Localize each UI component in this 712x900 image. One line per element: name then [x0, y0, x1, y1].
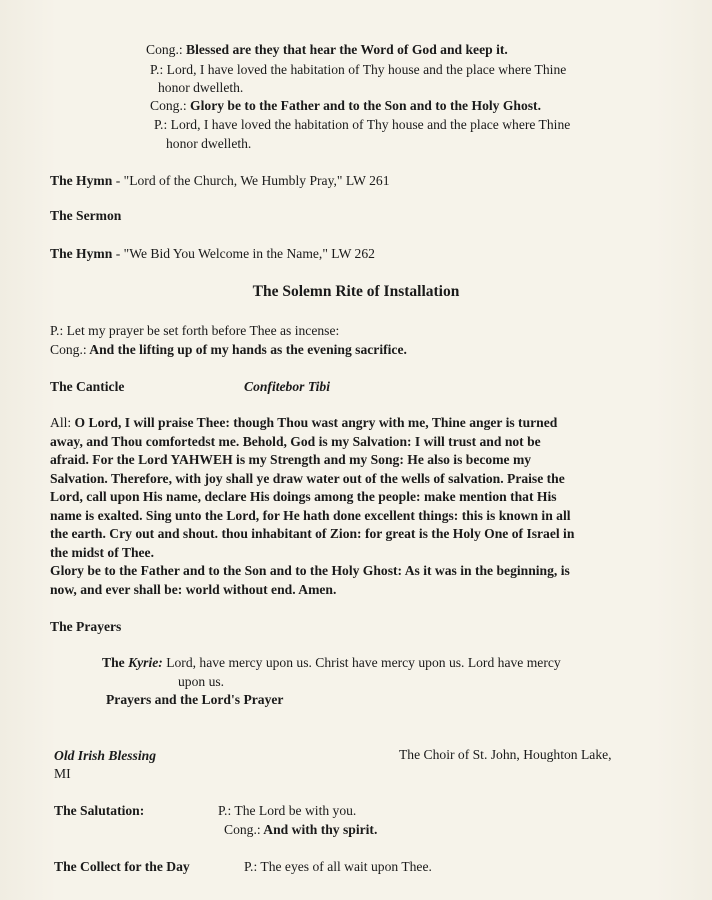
canticle-line-1: All: O Lord, I will praise Thee: though Thou wast angry with me, Thine anger is turned: [50, 415, 558, 430]
canticle-line-2: away, and Thou comfortedst me. Behold, God is my Salvation: I will trust and not be: [50, 434, 541, 449]
speaker-label: P.:: [150, 62, 164, 77]
rite-title: The Solemn Rite of Installation: [252, 283, 460, 300]
canticle-line-7: the earth. Cry out and shout. thou inhabitant of Zion: for great is the Holy One of Israel in: [50, 526, 575, 541]
rite-response: [50, 340, 407, 360]
prayers-heading: The Prayers: [50, 619, 122, 634]
canticle-line-8: the midst of Thee.: [50, 545, 154, 560]
kyrie-name: Kyrie:: [128, 655, 163, 670]
opening-line-1: [146, 40, 508, 60]
opening-line-4-cont: honor dwelleth.: [166, 136, 252, 151]
speaker-label: Cong.:: [50, 342, 87, 357]
salutation-versicle: P.: The Lord be with you.: [218, 803, 357, 818]
speaker-label: P.:: [154, 117, 168, 132]
blessing-heading: Old Irish Blessing: [54, 748, 156, 763]
salutation-response: Cong.: And with thy spirit.: [224, 822, 378, 837]
kyrie-text: Lord, have mercy upon us. Christ have mercy upon us. Lord have mercy: [162, 655, 561, 670]
canticle-line-4: Salvation. Therefore, with joy shall ye draw water out of the wells of salvation. Praise the: [50, 471, 565, 486]
hymn-label: The Hymn: [50, 246, 113, 261]
versicle-text: Let my prayer be set forth before Thee as incense:: [63, 323, 340, 338]
rite-versicle: [50, 321, 339, 341]
sermon-heading: The Sermon: [50, 208, 122, 223]
response-text: Glory be to the Father and to the Son and to the Holy Ghost.: [190, 98, 541, 113]
kyrie-line-cont: upon us.: [178, 674, 225, 689]
opening-line-4: [154, 115, 570, 135]
speaker-label: All:: [50, 415, 72, 430]
response-text: And the lifting up of my hands as the evening sacrifice.: [86, 342, 407, 357]
canticle-line-6: name is exalted. Sing unto the Lord, for He hath done excellent things: this is known in all: [50, 508, 571, 523]
hymn-title: - "Lord of the Church, We Humbly Pray," LW 261: [112, 173, 390, 188]
canticle-line-5: Lord, call upon His name, declare His doings among the people: make mention that His: [50, 489, 557, 504]
collect-versicle: P.: The eyes of all wait upon Thee.: [244, 859, 432, 874]
speaker-label: Cong.:: [150, 98, 187, 113]
versicle-text: Lord, I have loved the habitation of Thy house and the place where Thine: [170, 117, 571, 132]
hymn-2: [50, 244, 375, 264]
response-text: Blessed are they that hear the Word of God and keep it.: [186, 42, 508, 57]
hymn-title: - "We Bid You Welcome in the Name," LW 262: [112, 246, 375, 261]
speaker-label: Cong.:: [146, 42, 183, 57]
speaker-label: P.:: [244, 859, 258, 874]
versicle-text: Lord, I have loved the habitation of Thy house and the place where Thine: [166, 62, 567, 77]
choir-credit-cont: MI: [54, 766, 71, 781]
opening-line-2: [150, 60, 566, 80]
opening-line-3: [150, 96, 541, 116]
canticle-name: Confitebor Tibi: [244, 379, 330, 394]
kyrie-line: The Kyrie: Lord, have mercy upon us. Christ have mercy upon us. Lord have mercy: [102, 655, 561, 670]
canticle-heading: The Canticle: [50, 379, 125, 394]
choir-credit: The Choir of St. John, Houghton Lake,: [399, 747, 612, 762]
collect-heading: The Collect for the Day: [54, 859, 190, 874]
canticle-line-3: afraid. For the Lord YAHWEH is my Strength and my Song: He also is become my: [50, 452, 532, 467]
speaker-label: P.:: [218, 803, 232, 818]
speaker-label: P.:: [50, 323, 64, 338]
salutation-heading: The Salutation:: [54, 803, 145, 818]
canticle-line-9: Glory be to the Father and to the Son and to the Holy Ghost: As it was in the beginning, is: [50, 563, 570, 578]
canticle-line-10: now, and ever shall be: world without end. Amen.: [50, 582, 337, 597]
speaker-label: Cong.:: [224, 822, 261, 837]
hymn-label: The Hymn: [50, 173, 113, 188]
hymn-1: [50, 171, 390, 191]
lords-prayer-heading: Prayers and the Lord's Prayer: [106, 692, 284, 707]
opening-line-2-cont: honor dwelleth.: [158, 80, 244, 95]
